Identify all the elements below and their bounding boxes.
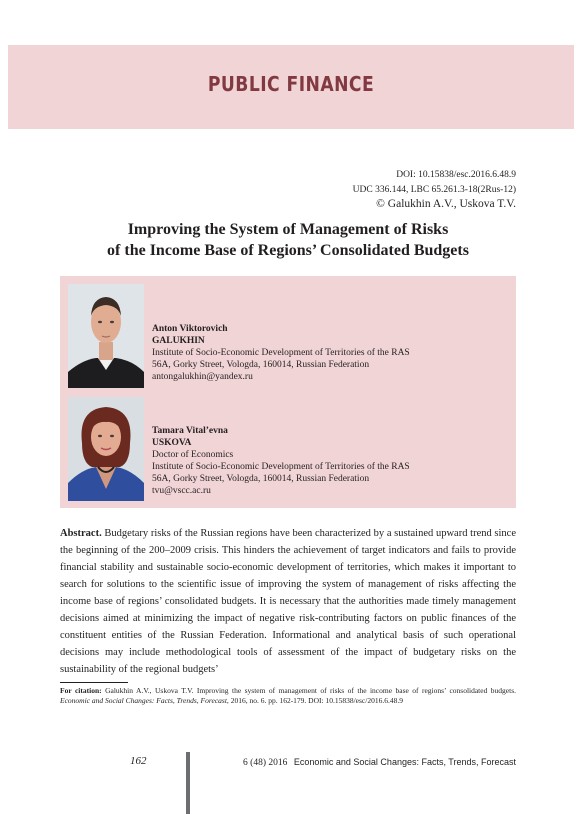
citation-tail: 2016, no. 6. pp. 162-179. DOI: 10.15838/esc/2016.6.48.9 [230,696,403,705]
author-first-names: Anton Viktorovich [152,324,228,334]
author-email[interactable]: tvu@vscc.ac.ru [152,486,211,496]
copyright-line: © Galukhin A.V., Uskova T.V. [376,198,516,210]
author-surname: GALUKHIN [152,336,205,346]
abstract-label: Abstract. [60,528,102,539]
author-address: 56A, Gorky Street, Vologda, 160014, Russian Federation [152,360,370,370]
abstract [60,525,516,678]
section-header-band [8,45,574,129]
author-first-names: Tamara Vital’evna [152,426,228,436]
footer-journal-info [243,757,516,768]
author-institution: Institute of Socio-Economic Development of Territories of the RAS [152,348,410,358]
author-institution: Institute of Socio-Economic Development of Territories of the RAS [152,462,410,472]
author-address: 56A, Gorky Street, Vologda, 160014, Russian Federation [152,474,370,484]
citation-journal: Economic and Social Changes: Facts, Trends, Forecast, [60,696,229,705]
footnote-divider [60,682,128,683]
author-photo-uskova [68,397,144,501]
footer-journal-name: Economic and Social Changes: Facts, Trends, Forecast [293,757,516,767]
udc-line: UDC 336.144, LBC 65.261.3-18(2Rus-12) [352,185,516,195]
footer-issue: 6 (48) 2016 [243,758,288,768]
section-title: PUBLIC FINANCE [207,72,375,96]
author-degree: Doctor of Economics [152,450,234,460]
paper-title-line-1: Improving the System of Management of Risks [127,221,449,238]
abstract-text: Budgetary risks of the Russian regions have been characterized by a sustained upward trend since the beginning of the 200–2009 crisis. This hinders the achievement of target indicators and fails to provide financial stability and sustainable socio-economic development of territories, which makes it important to search for solutions to the scientific issue of improving the system of management of risks affecting the income base of regions’ consolidated budgets. It is necessary that the authorities made timely management decisions aimed at minimizing the impact of negative risk-contributing factors on public finances of the constituent entities of the Russian Federation. Informational and analytical basis of such operational decisions may include methodological tools of assessment of the impact of budgetary risks on the sustainability of the regional budgets’ [60,528,517,675]
author-surname: USKOVA [152,438,192,448]
author-info-galukhin [152,323,410,383]
author-photo-galukhin [68,284,144,388]
paper-title-line-2: of the Income Base of Regions’ Consolidated Budgets [107,242,469,259]
citation-footnote [60,686,516,706]
author-info-uskova [152,425,410,497]
paper-title [60,219,516,261]
citation-text: Galukhin A.V., Uskova T.V. Improving the system of management of risks of the income base of regions’ consolidated budgets. [105,686,517,695]
footer-divider-bar [186,752,190,814]
doi-line: DOI: 10.15838/esc.2016.6.48.9 [396,170,516,180]
author-email[interactable]: antongalukhin@yandex.ru [152,372,253,382]
authors-panel [60,276,516,508]
citation-label: For citation: [60,686,102,695]
page-number: 162 [130,755,147,767]
